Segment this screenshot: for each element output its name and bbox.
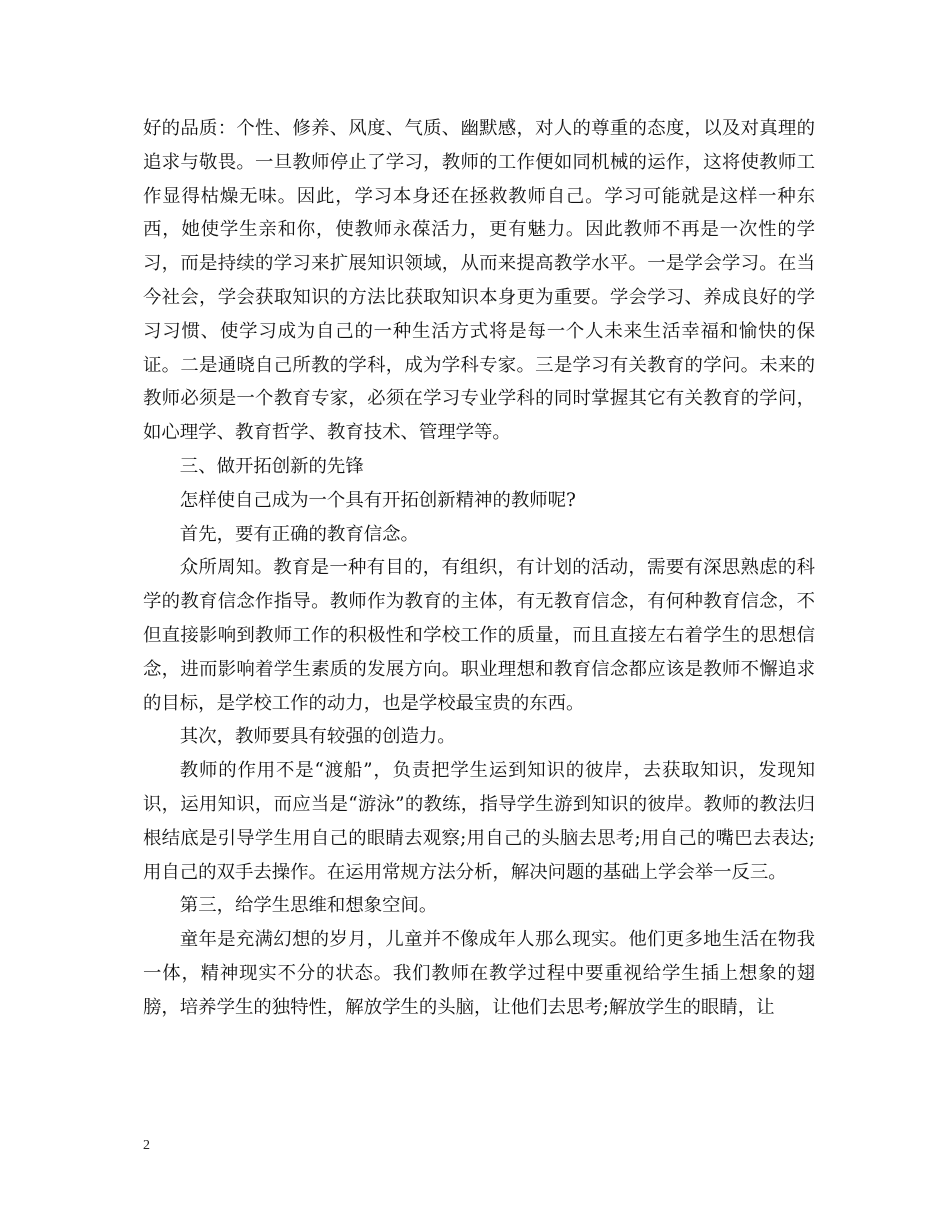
body-text — [143, 112, 815, 1025]
paragraph: 怎样使自己成为一个具有开拓创新精神的教师呢? — [179, 489, 576, 511]
paragraph: 首先，要有正确的教育信念。 — [179, 523, 419, 545]
paragraph: 好的品质：个性、修养、风度、气质、幽默感，对人的尊重的态度，以及对真理的追求与敬畏。一旦教师停止了学习，教师的工作便如同机械的运作，这将使教师工作显得枯燥无味。因此，学习本身还在拯救教师自己。学习可能就是这样一种东西，她使学生亲和你，使教师永葆活力，更有魅力。因此教师不再是一次性的学习，而是持续的学习来扩展知识领域，从而来提高教学水平。一是学会学习。在当今社会，学会获取知识的方法比获取知识本身更为重要。学会学习、养成良好的学习习惯、使学习成为自己的一种生活方式将是每一个人未来生活幸福和愉快的保证。二是通晓自己所教的学科，成为学科专家。三是学习有关教育的学问。未来的教师必须是一个教育专家，必须在学习专业学科的同时掌握其它有关教育的学问，如心理学、教育哲学、教育技术、管理学等。 — [143, 118, 815, 444]
paragraph: 第三，给学生思维和想象空间。 — [179, 895, 438, 917]
paragraph: 众所周知。教育是一种有目的，有组织，有计划的活动，需要有深思熟虑的科学的教育信念作指导。教师作为教育的主体，有无教育信念，有何种教育信念，不但直接影响到教师工作的积极性和学校工作的质量，而且直接左右着学生的思想信念，进而影响着学生素质的发展方向。职业理想和教育信念都应该是教师不懈追求的目标，是学校工作的动力，也是学校最宝贵的东西。 — [143, 557, 815, 714]
section-heading: 三、做开拓创新的先锋 — [179, 455, 364, 477]
page-number: 2 — [143, 1138, 150, 1153]
paragraph: 教师的作用不是“渡船”，负责把学生运到知识的彼岸，去获取知识，发现知识，运用知识，而应当是“游泳”的教练，指导学生游到知识的彼岸。教师的教法归根结底是引导学生用自己的眼睛去观察;用自己的头脑去思考;用自己的嘴巴去表达;用自己的双手去操作。在运用常规方法分析，解决问题的基础上学会举一反三。 — [143, 760, 815, 883]
paragraph: 童年是充满幻想的岁月，儿童并不像成年人那么现实。他们更多地生活在物我一体，精神现实不分的状态。我们教师在教学过程中要重视给学生插上想象的翅膀，培养学生的独特性，解放学生的头脑，让他们去思考;解放学生的眼睛，让 — [143, 929, 815, 1018]
paragraph: 其次，教师要具有较强的创造力。 — [179, 726, 456, 748]
